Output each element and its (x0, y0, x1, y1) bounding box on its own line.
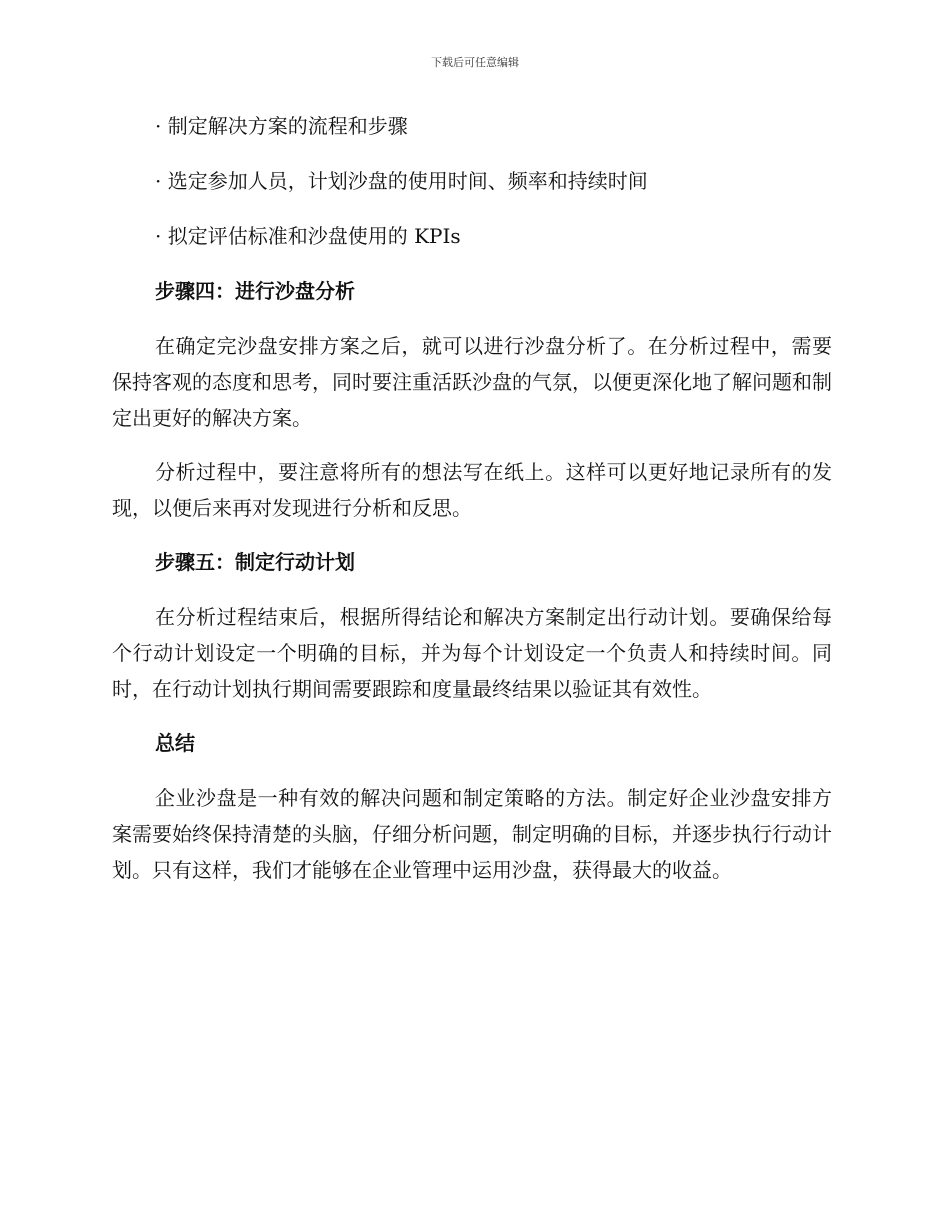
section-heading-step5: 步骤五：制定行动计划 (155, 550, 355, 574)
document-body (112, 108, 832, 906)
paragraph: 分析过程中，要注意将所有的想法写在纸上。这样可以更好地记录所有的发现，以便后来再对发现进行分析和反思。 (112, 460, 832, 520)
paragraph: 在确定完沙盘安排方案之后，就可以进行沙盘分析了。在分析过程中，需要保持客观的态度和思考，同时要注重活跃沙盘的气氛，以便更深化地了解问题和制定出更好的解决方案。 (112, 334, 832, 430)
section-heading-step4: 步骤四：进行沙盘分析 (155, 279, 355, 303)
section-heading-summary: 总结 (155, 731, 195, 755)
paragraph: 在分析过程结束后，根据所得结论和解决方案制定出行动计划。要确保给每个行动计划设定一个明确的目标，并为每个计划设定一个负责人和持续时间。同时，在行动计划执行期间需要跟踪和度量最终结果以验证其有效性。 (112, 605, 832, 701)
paragraph: 企业沙盘是一种有效的解决问题和制定策略的方法。制定好企业沙盘安排方案需要始终保持清楚的头脑，仔细分析问题，制定明确的目标，并逐步执行行动计划。只有这样，我们才能够在企业管理中运用沙盘，获得最大的收益。 (112, 786, 832, 882)
bullet-item: · 制定解决方案的流程和步骤 (155, 114, 408, 138)
bullet-item: · 选定参加人员，计划沙盘的使用时间、频率和持续时间 (155, 169, 648, 193)
bullet-item: · 拟定评估标准和沙盘使用的 KPIs (155, 224, 461, 248)
page-header-note: 下载后可任意编辑 (431, 56, 519, 69)
